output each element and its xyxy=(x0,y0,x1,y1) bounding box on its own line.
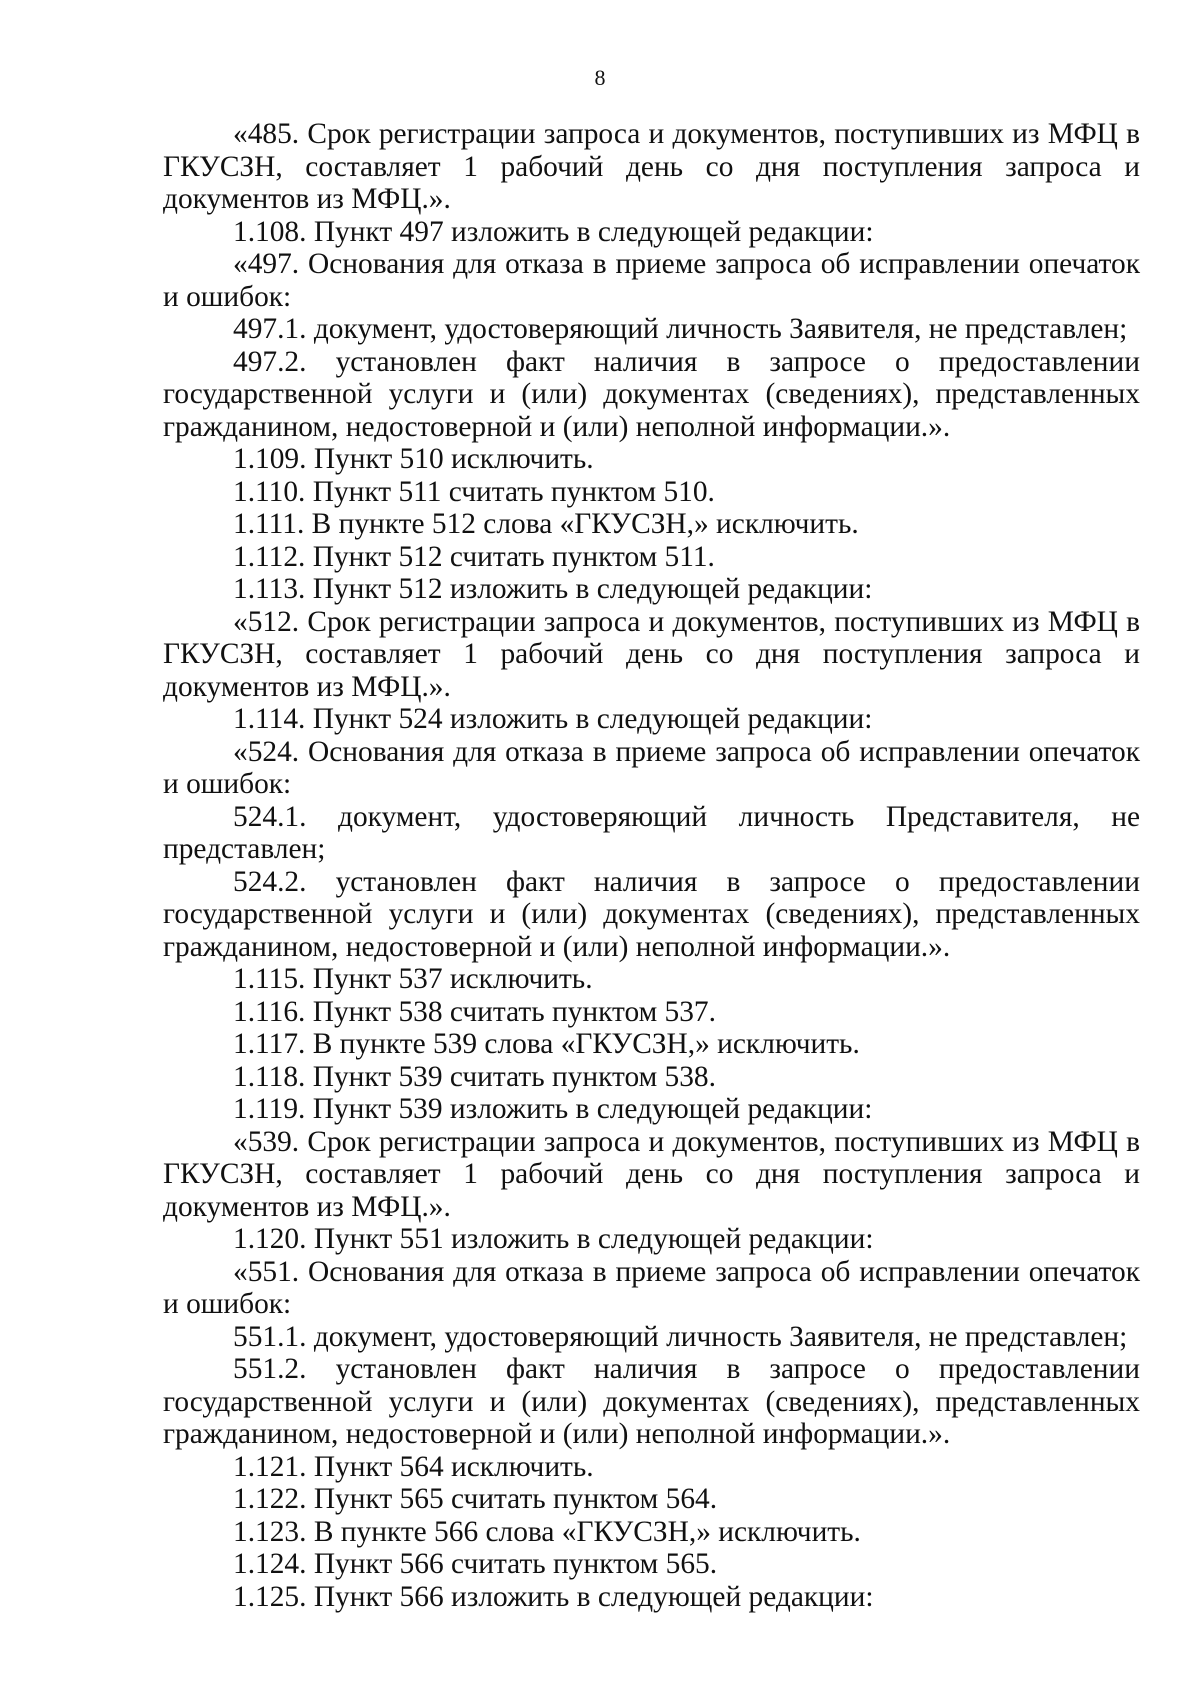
paragraph: «485. Срок регистрации запроса и документов, поступивших из МФЦ в ГКУСЗН, составляет 1 рабочий день со дня поступления запроса и документов из МФЦ.». xyxy=(163,118,1140,215)
paragraph: 1.110. Пункт 511 считать пунктом 510. xyxy=(233,475,715,508)
paragraph: 524.2. установлен факт наличия в запросе о предоставлении государственной услуги и (или) документах (сведениях), представленных гражданином, недостоверной и (или) неполной информации.». xyxy=(163,865,1140,963)
paragraph: «551. Основания для отказа в приеме запроса об исправлении опечаток и ошибок: xyxy=(163,1255,1140,1320)
paragraph: 1.111. В пункте 512 слова «ГКУСЗН,» исключить. xyxy=(233,508,859,540)
document-body xyxy=(163,118,1140,1613)
paragraph: «539. Срок регистрации запроса и документов, поступивших из МФЦ в ГКУСЗН, составляет 1 рабочий день со дня поступления запроса и документов из МФЦ.». xyxy=(163,1125,1140,1223)
paragraph: 1.112. Пункт 512 считать пунктом 511. xyxy=(233,540,715,573)
paragraph: 1.113. Пункт 512 изложить в следующей редакции: xyxy=(233,573,873,605)
paragraph: 1.114. Пункт 524 изложить в следующей редакции: xyxy=(233,703,873,735)
paragraph: «524. Основания для отказа в приеме запроса об исправлении опечаток и ошибок: xyxy=(163,735,1140,800)
paragraph: 1.124. Пункт 566 считать пунктом 565. xyxy=(233,1548,718,1580)
paragraph: 1.115. Пункт 537 исключить. xyxy=(233,963,593,995)
paragraph: 1.109. Пункт 510 исключить. xyxy=(233,443,594,475)
paragraph: 1.120. Пункт 551 изложить в следующей редакции: xyxy=(233,1223,874,1255)
paragraph: 1.116. Пункт 538 считать пунктом 537. xyxy=(233,995,716,1028)
paragraph: 1.121. Пункт 564 исключить. xyxy=(233,1450,594,1483)
paragraph: 1.118. Пункт 539 считать пунктом 538. xyxy=(233,1060,716,1093)
paragraph: 1.119. Пункт 539 изложить в следующей редакции: xyxy=(233,1093,873,1125)
paragraph: 1.123. В пункте 566 слова «ГКУСЗН,» исключить. xyxy=(233,1515,861,1548)
paragraph: 497.1. документ, удостоверяющий личность Заявителя, не представлен; xyxy=(233,313,1128,345)
paragraph: 1.122. Пункт 565 считать пунктом 564. xyxy=(233,1483,718,1515)
paragraph: «512. Срок регистрации запроса и документов, поступивших из МФЦ в ГКУСЗН, составляет 1 рабочий день со дня поступления запроса и документов из МФЦ.». xyxy=(163,605,1140,703)
paragraph: 497.2. установлен факт наличия в запросе о предоставлении государственной услуги и (или) документах (сведениях), представленных гражданином, недостоверной и (или) неполной информации.». xyxy=(163,345,1140,443)
paragraph: 551.2. установлен факт наличия в запросе о предоставлении государственной услуги и (или) документах (сведениях), представленных гражданином, недостоверной и (или) неполной информации.». xyxy=(163,1353,1140,1450)
paragraph: 551.1. документ, удостоверяющий личность Заявителя, не представлен; xyxy=(233,1320,1128,1353)
paragraph: «497. Основания для отказа в приеме запроса об исправлении опечаток и ошибок: xyxy=(163,248,1140,313)
paragraph: 1.125. Пункт 566 изложить в следующей редакции: xyxy=(233,1580,874,1613)
paragraph: 1.108. Пункт 497 изложить в следующей редакции: xyxy=(233,215,874,248)
paragraph: 1.117. В пункте 539 слова «ГКУСЗН,» исключить. xyxy=(233,1028,860,1060)
paragraph: 524.1. документ, удостоверяющий личность Представителя, не представлен; xyxy=(163,800,1140,865)
page-number: 8 xyxy=(594,65,606,90)
